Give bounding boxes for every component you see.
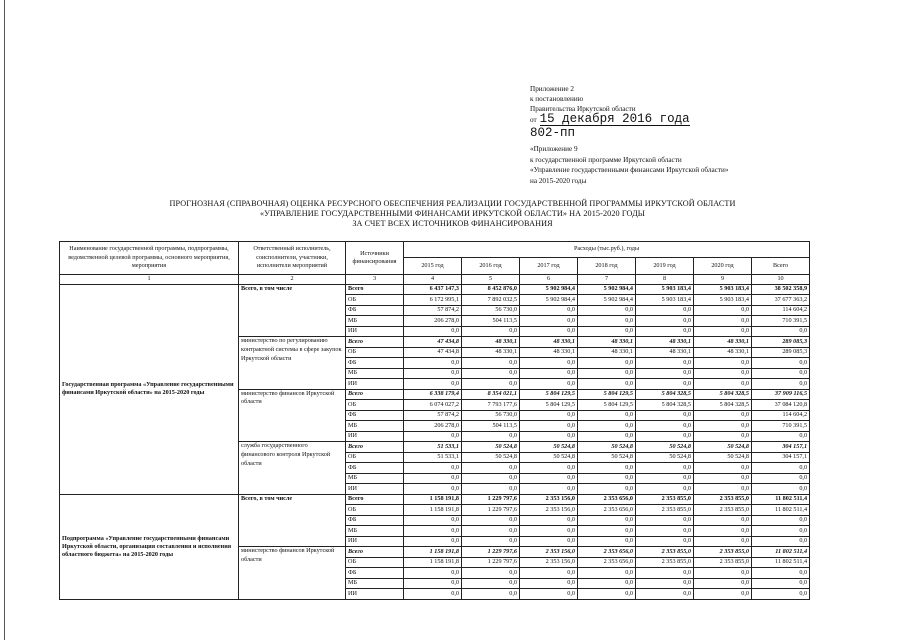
amount-cell: 7 793 177,6 <box>462 400 520 411</box>
amount-cell: 0,0 <box>636 463 694 474</box>
amount-cell: 0,0 <box>694 358 752 369</box>
amount-cell: 0,0 <box>636 316 694 327</box>
amount-cell: 0,0 <box>404 578 462 589</box>
source-cell: ОБ <box>346 505 404 516</box>
header-year: 2019 год <box>636 258 694 275</box>
source-cell: ОБ <box>346 557 404 568</box>
column-number: 2 <box>239 275 346 285</box>
amount-cell: 1 158 191,8 <box>404 547 462 558</box>
header-responsible: Ответственный исполнитель, соисполнители, участники, исполнители мероприятий <box>239 242 346 275</box>
amount-cell: 0,0 <box>462 515 520 526</box>
amount-cell: 5 804 129,5 <box>578 400 636 411</box>
amount-cell: 0,0 <box>578 316 636 327</box>
amount-cell: 0,0 <box>636 358 694 369</box>
total-cell: 11 802 511,4 <box>752 505 810 516</box>
header-expenses: Расходы (тыс.руб.), годы <box>404 242 810 258</box>
total-cell: 0,0 <box>752 589 810 600</box>
total-cell: 0,0 <box>752 368 810 379</box>
amount-cell: 0,0 <box>520 326 578 337</box>
amount-cell: 48 330,1 <box>636 337 694 348</box>
amount-cell: 1 229 797,6 <box>462 557 520 568</box>
amount-cell: 0,0 <box>520 410 578 421</box>
amount-cell: 5 804 328,5 <box>694 400 752 411</box>
total-cell: 0,0 <box>752 526 810 537</box>
header-year: 2020 год <box>694 258 752 275</box>
amount-cell: 0,0 <box>636 410 694 421</box>
column-number: 1 <box>60 275 239 285</box>
amount-cell: 50 524,8 <box>694 452 752 463</box>
amount-cell: 0,0 <box>404 368 462 379</box>
table-body <box>60 275 810 600</box>
reference-line-3: «Управление государственными финансами Иркутской области» <box>530 166 729 175</box>
source-cell: Всего <box>346 547 404 558</box>
amount-cell: 0,0 <box>578 568 636 579</box>
amount-cell: 2 353 855,0 <box>636 547 694 558</box>
source-cell: ФБ <box>346 568 404 579</box>
source-cell: ИИ <box>346 589 404 600</box>
total-cell: 0,0 <box>752 568 810 579</box>
appendix-line-2: к постановлению <box>530 95 584 103</box>
amount-cell: 1 158 191,8 <box>404 505 462 516</box>
amount-cell: 5 902 984,4 <box>578 295 636 306</box>
amount-cell: 48 330,1 <box>462 337 520 348</box>
program-name-cell: Государственная программа «Управление государственными финансами Иркутской области» на 2015-2020 годы <box>60 284 239 494</box>
total-cell: 37 084 120,8 <box>752 400 810 411</box>
amount-cell: 0,0 <box>520 515 578 526</box>
total-cell: 114 604,2 <box>752 410 810 421</box>
order-date-line <box>530 114 690 126</box>
amount-cell: 50 524,8 <box>694 442 752 453</box>
amount-cell: 6 338 179,4 <box>404 389 462 400</box>
amount-cell: 0,0 <box>462 326 520 337</box>
table-row <box>60 284 810 295</box>
amount-cell: 0,0 <box>578 463 636 474</box>
amount-cell: 1 158 191,8 <box>404 557 462 568</box>
amount-cell: 0,0 <box>462 526 520 537</box>
amount-cell: 2 353 156,0 <box>520 557 578 568</box>
source-cell: Всего <box>346 337 404 348</box>
total-cell: 0,0 <box>752 484 810 495</box>
amount-cell: 5 903 183,4 <box>694 284 752 295</box>
amount-cell: 0,0 <box>694 568 752 579</box>
amount-cell: 8 452 876,0 <box>462 284 520 295</box>
source-cell: МБ <box>346 421 404 432</box>
amount-cell: 8 354 021,1 <box>462 389 520 400</box>
source-cell: Всего <box>346 389 404 400</box>
total-cell: 38 502 358,9 <box>752 284 810 295</box>
amount-cell: 5 804 328,5 <box>694 389 752 400</box>
amount-cell: 0,0 <box>520 421 578 432</box>
amount-cell: 0,0 <box>404 568 462 579</box>
header-name: Наименование государственной программы, подпрограммы, ведомственной целевой программы, основного мероприятия, мероприятия <box>60 242 239 275</box>
appendix-block <box>530 84 690 140</box>
amount-cell: 0,0 <box>404 484 462 495</box>
amount-cell: 48 330,1 <box>694 347 752 358</box>
amount-cell: 48 330,1 <box>694 337 752 348</box>
amount-cell: 2 353 656,0 <box>578 557 636 568</box>
amount-cell: 0,0 <box>578 536 636 547</box>
total-cell: 0,0 <box>752 578 810 589</box>
source-cell: МБ <box>346 578 404 589</box>
amount-cell: 5 903 183,4 <box>636 295 694 306</box>
amount-cell: 50 524,8 <box>636 442 694 453</box>
amount-cell: 2 353 855,0 <box>636 557 694 568</box>
amount-cell: 56 730,0 <box>462 410 520 421</box>
amount-cell: 51 533,1 <box>404 442 462 453</box>
amount-cell: 0,0 <box>578 484 636 495</box>
amount-cell: 0,0 <box>694 515 752 526</box>
source-cell: ОБ <box>346 295 404 306</box>
amount-cell: 0,0 <box>578 358 636 369</box>
amount-cell: 0,0 <box>694 305 752 316</box>
amount-cell: 0,0 <box>694 463 752 474</box>
amount-cell: 0,0 <box>636 431 694 442</box>
total-cell: 114 604,2 <box>752 305 810 316</box>
reference-line-1: «Приложение 9 <box>530 145 578 153</box>
amount-cell: 0,0 <box>462 379 520 390</box>
amount-cell: 0,0 <box>462 578 520 589</box>
amount-cell: 0,0 <box>694 578 752 589</box>
amount-cell: 0,0 <box>404 536 462 547</box>
column-number: 6 <box>520 275 578 285</box>
amount-cell: 57 874,2 <box>404 305 462 316</box>
amount-cell: 6 074 027,2 <box>404 400 462 411</box>
column-number: 9 <box>694 275 752 285</box>
amount-cell: 0,0 <box>578 305 636 316</box>
amount-cell: 0,0 <box>520 568 578 579</box>
amount-cell: 0,0 <box>636 536 694 547</box>
amount-cell: 2 353 656,0 <box>578 494 636 505</box>
column-number: 3 <box>346 275 404 285</box>
amount-cell: 0,0 <box>578 526 636 537</box>
amount-cell: 0,0 <box>462 589 520 600</box>
amount-cell: 0,0 <box>694 526 752 537</box>
amount-cell: 7 892 032,5 <box>462 295 520 306</box>
total-cell: 710 391,5 <box>752 421 810 432</box>
amount-cell: 0,0 <box>404 358 462 369</box>
source-cell: ФБ <box>346 305 404 316</box>
amount-cell: 47 434,8 <box>404 337 462 348</box>
header-total: Всего <box>752 258 810 275</box>
amount-cell: 5 902 984,4 <box>578 284 636 295</box>
amount-cell: 0,0 <box>462 568 520 579</box>
amount-cell: 48 330,1 <box>462 347 520 358</box>
source-cell: ОБ <box>346 400 404 411</box>
amount-cell: 6 437 147,3 <box>404 284 462 295</box>
total-cell: 289 085,3 <box>752 347 810 358</box>
amount-cell: 0,0 <box>462 536 520 547</box>
column-number: 8 <box>636 275 694 285</box>
source-cell: ИИ <box>346 431 404 442</box>
total-cell: 0,0 <box>752 473 810 484</box>
amount-cell: 0,0 <box>636 568 694 579</box>
title-line-1: ПРОГНОЗНАЯ (СПРАВОЧНАЯ) ОЦЕНКА РЕСУРСНОГО ОБЕСПЕЧЕНИЯ РЕАЛИЗАЦИИ ГОСУДАРСТВЕННОЙ ПРОГРАММЫ ИРКУТСКОЙ ОБЛАСТИ <box>169 199 736 208</box>
amount-cell: 0,0 <box>462 463 520 474</box>
source-cell: ОБ <box>346 347 404 358</box>
program-reference-block <box>530 144 728 186</box>
amount-cell: 0,0 <box>694 536 752 547</box>
amount-cell: 0,0 <box>636 484 694 495</box>
responsible-cell: Всего, в том числе <box>239 494 346 547</box>
amount-cell: 0,0 <box>520 305 578 316</box>
amount-cell: 0,0 <box>578 515 636 526</box>
amount-cell: 50 524,8 <box>636 452 694 463</box>
source-cell: Всего <box>346 284 404 295</box>
amount-cell: 0,0 <box>636 305 694 316</box>
amount-cell: 48 330,1 <box>636 347 694 358</box>
amount-cell: 0,0 <box>520 368 578 379</box>
total-cell: 0,0 <box>752 379 810 390</box>
amount-cell: 50 524,8 <box>578 442 636 453</box>
amount-cell: 2 353 656,0 <box>578 505 636 516</box>
responsible-cell: Всего, в том числе <box>239 284 346 337</box>
amount-cell: 57 874,2 <box>404 410 462 421</box>
amount-cell: 0,0 <box>520 473 578 484</box>
amount-cell: 0,0 <box>636 526 694 537</box>
appendix-line-3: Правительства Иркутской области <box>530 105 636 113</box>
responsible-cell: служба государственного финансового контроля Иркутской области <box>239 442 346 495</box>
amount-cell: 0,0 <box>636 379 694 390</box>
amount-cell: 5 804 328,5 <box>636 389 694 400</box>
amount-cell: 0,0 <box>462 473 520 484</box>
amount-cell: 206 278,0 <box>404 316 462 327</box>
amount-cell: 50 524,8 <box>520 442 578 453</box>
total-cell: 0,0 <box>752 358 810 369</box>
amount-cell: 0,0 <box>520 484 578 495</box>
amount-cell: 2 353 855,0 <box>694 494 752 505</box>
source-cell: Всего <box>346 442 404 453</box>
amount-cell: 0,0 <box>520 589 578 600</box>
amount-cell: 0,0 <box>578 379 636 390</box>
amount-cell: 0,0 <box>520 578 578 589</box>
reference-line-4: на 2015-2020 годы <box>530 176 587 185</box>
total-cell: 289 085,3 <box>752 337 810 348</box>
amount-cell: 5 902 984,4 <box>520 284 578 295</box>
amount-cell: 0,0 <box>578 431 636 442</box>
amount-cell: 0,0 <box>636 421 694 432</box>
total-cell: 11 802 511,4 <box>752 557 810 568</box>
total-cell: 11 802 511,4 <box>752 547 810 558</box>
column-number: 5 <box>462 275 520 285</box>
amount-cell: 0,0 <box>404 463 462 474</box>
amount-cell: 2 353 156,0 <box>520 494 578 505</box>
source-cell: ФБ <box>346 358 404 369</box>
total-cell: 304 157,1 <box>752 442 810 453</box>
amount-cell: 56 730,0 <box>462 305 520 316</box>
amount-cell: 0,0 <box>694 421 752 432</box>
title-line-3: ЗА СЧЕТ ВСЕХ ИСТОЧНИКОВ ФИНАНСИРОВАНИЯ <box>352 219 553 228</box>
responsible-cell: министерство финансов Иркутской области <box>239 389 346 442</box>
amount-cell: 0,0 <box>404 473 462 484</box>
amount-cell: 47 434,8 <box>404 347 462 358</box>
total-cell: 710 391,5 <box>752 316 810 327</box>
amount-cell: 2 353 855,0 <box>694 505 752 516</box>
amount-cell: 0,0 <box>578 410 636 421</box>
amount-cell: 0,0 <box>694 473 752 484</box>
total-cell: 37 909 116,5 <box>752 389 810 400</box>
header-year: 2017 год <box>520 258 578 275</box>
amount-cell: 0,0 <box>636 589 694 600</box>
amount-cell: 0,0 <box>520 316 578 327</box>
amount-cell: 50 524,8 <box>520 452 578 463</box>
amount-cell: 504 113,5 <box>462 421 520 432</box>
header-sources: Источники финансирования <box>346 242 404 275</box>
document-title <box>0 199 905 229</box>
amount-cell: 6 172 995,1 <box>404 295 462 306</box>
total-cell: 11 802 511,4 <box>752 494 810 505</box>
amount-cell: 2 353 855,0 <box>694 557 752 568</box>
amount-cell: 0,0 <box>520 536 578 547</box>
amount-cell: 48 330,1 <box>578 337 636 348</box>
header-year: 2018 год <box>578 258 636 275</box>
amount-cell: 2 353 855,0 <box>694 547 752 558</box>
column-number: 7 <box>578 275 636 285</box>
total-cell: 0,0 <box>752 431 810 442</box>
responsible-cell: министерство по регулированию контрактной системы в сфере закупок Иркутской области <box>239 337 346 390</box>
order-date: 15 декабря 2016 года <box>539 112 690 126</box>
amount-cell: 5 804 129,5 <box>520 389 578 400</box>
reference-line-2: к государственной программе Иркутской области <box>530 155 682 164</box>
source-cell: ИИ <box>346 326 404 337</box>
amount-cell: 0,0 <box>462 431 520 442</box>
amount-cell: 5 804 129,5 <box>520 400 578 411</box>
amount-cell: 0,0 <box>694 410 752 421</box>
source-cell: МБ <box>346 316 404 327</box>
column-number: 10 <box>752 275 810 285</box>
header-year: 2015 год <box>404 258 462 275</box>
amount-cell: 0,0 <box>636 326 694 337</box>
amount-cell: 0,0 <box>578 421 636 432</box>
amount-cell: 50 524,8 <box>462 452 520 463</box>
amount-cell: 5 804 129,5 <box>578 389 636 400</box>
order-number: 802-пп <box>530 126 576 140</box>
source-cell: МБ <box>346 473 404 484</box>
amount-cell: 0,0 <box>694 379 752 390</box>
amount-cell: 0,0 <box>636 473 694 484</box>
amount-cell: 2 353 156,0 <box>520 547 578 558</box>
amount-cell: 2 353 855,0 <box>636 494 694 505</box>
amount-cell: 0,0 <box>404 515 462 526</box>
amount-cell: 0,0 <box>404 589 462 600</box>
amount-cell: 0,0 <box>636 368 694 379</box>
amount-cell: 0,0 <box>694 484 752 495</box>
amount-cell: 2 353 156,0 <box>520 505 578 516</box>
amount-cell: 5 903 183,4 <box>636 284 694 295</box>
source-cell: ИИ <box>346 536 404 547</box>
amount-cell: 2 353 855,0 <box>636 505 694 516</box>
amount-cell: 50 524,8 <box>578 452 636 463</box>
source-cell: ИИ <box>346 379 404 390</box>
amount-cell: 0,0 <box>694 368 752 379</box>
total-cell: 304 157,1 <box>752 452 810 463</box>
amount-cell: 1 158 191,8 <box>404 494 462 505</box>
amount-cell: 1 229 797,6 <box>462 494 520 505</box>
source-cell: ФБ <box>346 463 404 474</box>
amount-cell: 51 533,1 <box>404 452 462 463</box>
source-cell: МБ <box>346 368 404 379</box>
amount-cell: 48 330,1 <box>578 347 636 358</box>
source-cell: МБ <box>346 526 404 537</box>
amount-cell: 0,0 <box>578 589 636 600</box>
amount-cell: 0,0 <box>462 368 520 379</box>
column-number-row <box>60 275 810 285</box>
amount-cell: 0,0 <box>404 326 462 337</box>
amount-cell: 1 229 797,6 <box>462 547 520 558</box>
amount-cell: 0,0 <box>462 358 520 369</box>
amount-cell: 0,0 <box>520 379 578 390</box>
amount-cell: 50 524,8 <box>462 442 520 453</box>
responsible-cell: министерство финансов Иркутской области <box>239 547 346 600</box>
source-cell: ОБ <box>346 452 404 463</box>
amount-cell: 48 330,1 <box>520 337 578 348</box>
title-line-2: «УПРАВЛЕНИЕ ГОСУДАРСТВЕННЫМИ ФИНАНСАМИ ИРКУТСКОЙ ОБЛАСТИ» НА 2015-2020 ГОДЫ <box>259 209 646 218</box>
amount-cell: 1 229 797,6 <box>462 505 520 516</box>
amount-cell: 2 353 656,0 <box>578 547 636 558</box>
header-year: 2016 год <box>462 258 520 275</box>
source-cell: ИИ <box>346 484 404 495</box>
amount-cell: 0,0 <box>694 316 752 327</box>
amount-cell: 0,0 <box>694 431 752 442</box>
amount-cell: 5 903 183,4 <box>694 295 752 306</box>
amount-cell: 0,0 <box>404 431 462 442</box>
amount-cell: 0,0 <box>578 326 636 337</box>
amount-cell: 0,0 <box>404 526 462 537</box>
amount-cell: 504 113,5 <box>462 316 520 327</box>
total-cell: 0,0 <box>752 536 810 547</box>
amount-cell: 0,0 <box>520 463 578 474</box>
table-row <box>60 494 810 505</box>
amount-cell: 0,0 <box>404 379 462 390</box>
source-cell: ФБ <box>346 515 404 526</box>
column-number: 4 <box>404 275 462 285</box>
amount-cell: 0,0 <box>578 578 636 589</box>
total-cell: 0,0 <box>752 326 810 337</box>
amount-cell: 0,0 <box>694 589 752 600</box>
total-cell: 0,0 <box>752 515 810 526</box>
amount-cell: 0,0 <box>578 473 636 484</box>
amount-cell: 0,0 <box>694 326 752 337</box>
order-from-label: от <box>530 116 537 124</box>
source-cell: ФБ <box>346 410 404 421</box>
amount-cell: 0,0 <box>520 358 578 369</box>
source-cell: Всего <box>346 494 404 505</box>
amount-cell: 0,0 <box>636 578 694 589</box>
amount-cell: 0,0 <box>462 484 520 495</box>
funding-table <box>59 241 810 600</box>
amount-cell: 5 804 328,5 <box>636 400 694 411</box>
amount-cell: 0,0 <box>578 368 636 379</box>
amount-cell: 48 330,1 <box>520 347 578 358</box>
total-cell: 0,0 <box>752 463 810 474</box>
total-cell: 37 677 363,2 <box>752 295 810 306</box>
scan-edge-line <box>4 0 5 640</box>
subprogram-name-cell: Подпрограмма «Управление государственными финансами Иркутской области, организация составления и исполнения областного бюджета» на 2015-2020 годы <box>60 494 239 599</box>
amount-cell: 206 278,0 <box>404 421 462 432</box>
appendix-line-1: Приложение 2 <box>530 85 574 93</box>
amount-cell: 0,0 <box>520 526 578 537</box>
amount-cell: 5 902 984,4 <box>520 295 578 306</box>
amount-cell: 0,0 <box>520 431 578 442</box>
amount-cell: 0,0 <box>636 515 694 526</box>
